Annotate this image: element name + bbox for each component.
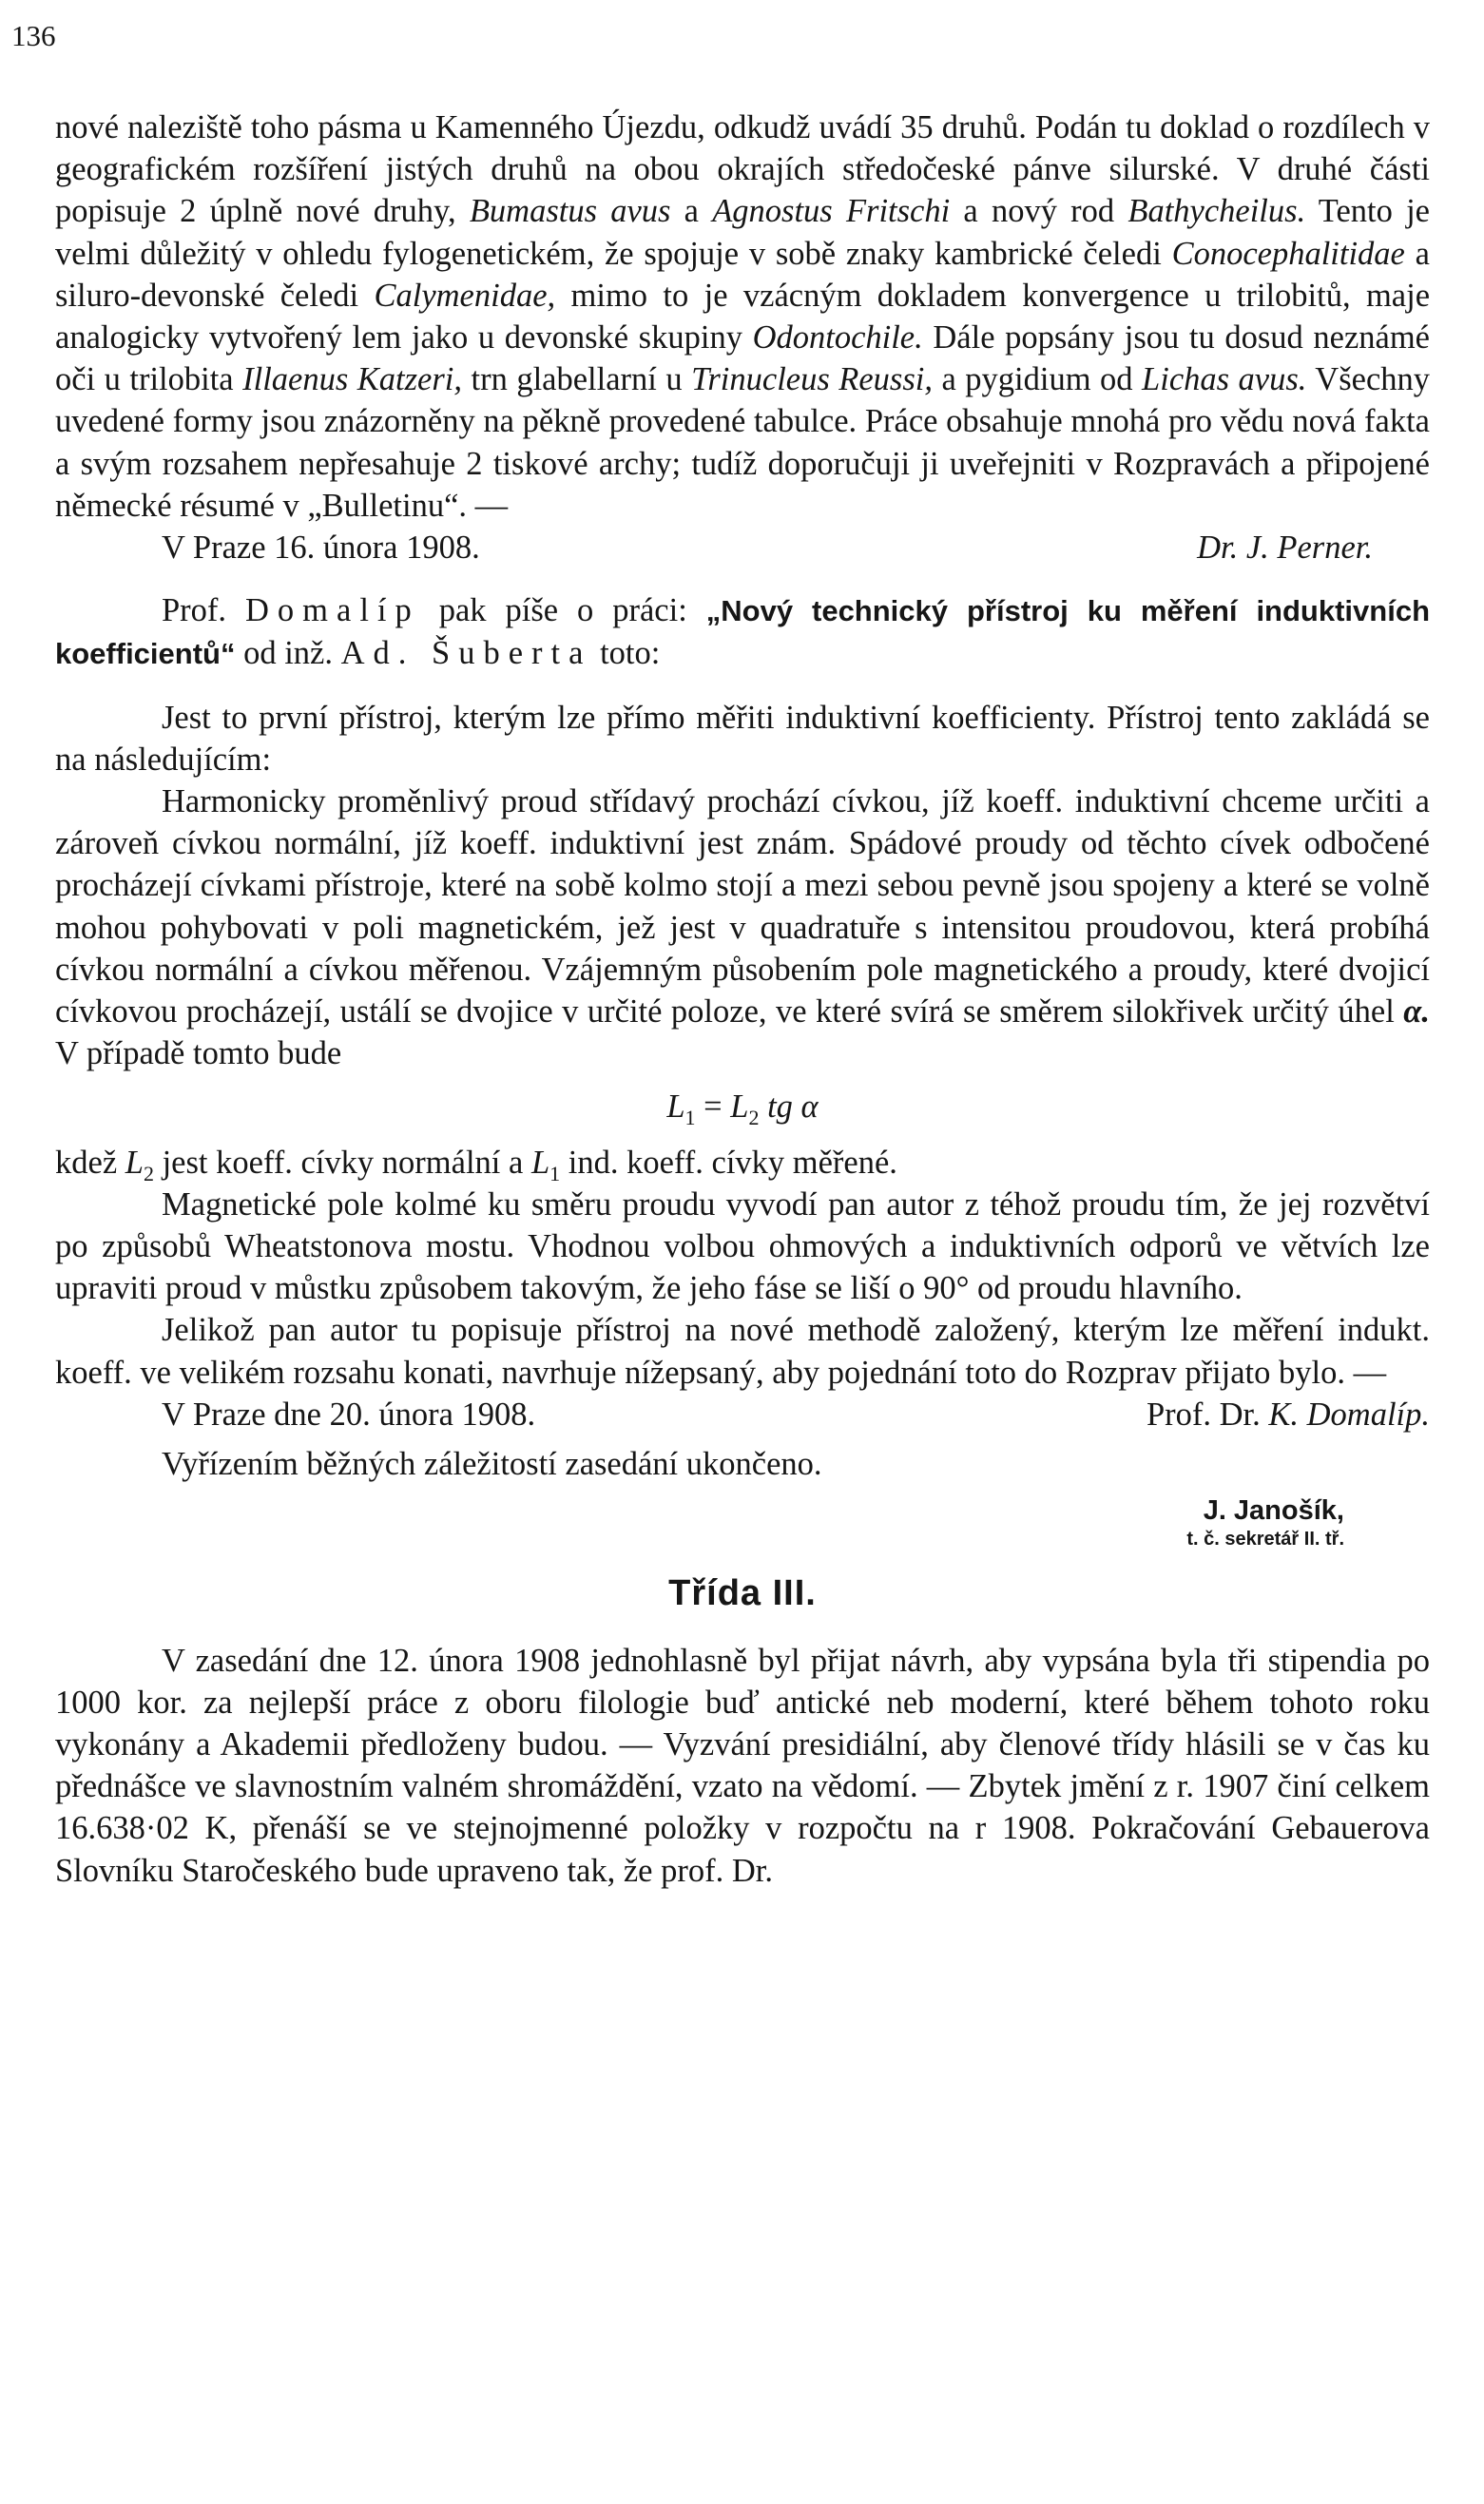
paragraph-magnetic-field: Magnetické pole kolmé ku směru proudu vyvodí pan autor z téhož proudu tím, že jej rozvětví po způsobů Wheatstonova mostu. Vhodnou volbou ohmových a induktivních odporů ve větvích lze upraviti proud v můstku způsobem takovým, že jeho fáse se liší o 90° od proudu hlavního. [55, 1185, 1430, 1307]
formula-equals: = [695, 1088, 731, 1126]
paragraph-recommendation: Jelikož pan autor tu popisuje přístroj na nové methodě založený, kterým lze měření indukt. koeff. ve velikém rozsahu konati, navrhuje nížepsaný, aby pojednání toto do Rozprav přijato bylo. — [55, 1312, 1430, 1391]
paragraph-instrument-first: Jest to první přístroj, kterým lze přímo měřiti induktivní koefficienty. Přístroj tento zakládá se na následujícím: [55, 699, 1430, 778]
text-run: V případě tomto bude [55, 1035, 342, 1072]
text-run: ind. koeff. cívky měřené. [560, 1144, 897, 1181]
formula-var: L [730, 1088, 749, 1126]
text-run: a [670, 193, 713, 230]
paragraph-session-closed: Vyřízením běžných záležitostí zasedání ukončeno. [162, 1446, 822, 1483]
formula-subscript: 2 [143, 1161, 154, 1185]
formula-var: L [530, 1144, 550, 1181]
person-name: Domalíp [245, 592, 420, 629]
text-run: Všechny uvedené formy jsou znázorněny na pěkně provedené tabulce. Práce obsahuje mnohá pro vědu nová fakta a svým rozsahem nepřesahuje 2 tiskové archy; tudíž doporučuji ji uveřejniti v Rozpravách a připojené německé résumé v „Bulletinu“. — [55, 361, 1431, 524]
taxon-name: Bathycheilus. [1127, 193, 1306, 230]
section-heading: Třída III. [668, 1573, 817, 1614]
signer-prefix: Prof. Dr. [1146, 1396, 1269, 1433]
taxon-name: Conocephalitidae [1171, 235, 1405, 272]
work-title: „Nový technický přístroj ku měření induktivních koefficientů“ [55, 594, 1431, 671]
paragraph-where [55, 1142, 1430, 1184]
signature-title: t. č. sekretář II. tř. [1186, 1529, 1344, 1551]
paragraph-class-three: V zasedání dne 12. února 1908 jednohlasně byl přijat návrh, aby vypsána byla tři stipendia po 1000 kor. za nejlepší práce z oboru filologie buď antické neb moderní, které během tohoto roku vykonány a Akademii předloženy budou. — Vyzvání presidiální, aby členové třídy hlásili se v čas ku přednášce ve slavnostním valném shromáždění, vzato na vědomí. — Zbytek jmění z r. 1907 činí celkem 16.638·02 K, přenáší se ve stejnojmenné položky v rozpočtu na r 1908. Pokračování Gebauerova Slovníku Staročeského bude upraveno tak, že prof. Dr. [55, 1642, 1430, 1889]
taxon-name: Agnostus Fritschi [712, 193, 951, 230]
dateline-perner [55, 527, 1430, 568]
person-name: Ad. Šuberta [340, 635, 592, 672]
formula-subscript: 2 [748, 1106, 760, 1130]
text-run: Harmonicky proměnlivý proud střídavý prochází cívkou, jíž koeff. induktivní chceme určiti a zároveň cívkou normální, jíž koeff. induktivní jest znám. Spádové proudy od těchto cívek odbočené procházejí cívkami přístroje, které na sobě kolmo stojí a mezi sebou pevně jsou spojeny a které se volně mohou pohybovati v poli magnetickém, jež jest v quadratuře s intensitou proudovou, která probíhá cívkou normální a cívkou měřenou. Vzájemným působením pole magnetického a proudy, které dvojicí cívkovou procházejí, ustálí se dvojice v určité poloze, ve které svírá se směrem silokřivek určitý úhel [55, 783, 1430, 1030]
angle-symbol: α. [1403, 993, 1430, 1030]
text-run: toto: [591, 635, 661, 672]
page-body [55, 106, 1430, 1892]
dateline-place-date: V Praze 16. února 1908. [162, 530, 480, 567]
formula-tail: tg α [759, 1088, 819, 1126]
taxon-name: Odontochile. [752, 319, 923, 356]
page-number: 136 [11, 19, 56, 52]
signature-janosik [55, 1494, 1430, 1551]
formula [55, 1086, 1430, 1130]
formula-var: L [666, 1088, 685, 1126]
text-run: a nový rod [950, 193, 1128, 230]
paragraph-trilobite-review [55, 106, 1430, 527]
formula-subscript: 1 [684, 1106, 696, 1130]
text-run: mimo to je vzácným dokladem konvergence u trilobitů, maje analogicky vytvořený lem jako u devonské skupiny [55, 277, 1431, 356]
text-run: pak píše o práci: [419, 592, 706, 629]
paragraph-instrument-principle [55, 780, 1430, 1074]
signer-name: K. Domalíp. [1268, 1396, 1430, 1433]
text-run: Dále popsány jsou tu dosud neznámé oči u trilobita [55, 319, 1430, 398]
text-run: a siluro-devonské čeledi [55, 235, 1430, 314]
signer-perner: Dr. J. Perner. [1197, 530, 1373, 567]
text-run: jest koeff. cívky normální a [153, 1144, 531, 1181]
text-run: Tento je velmi důležitý v ohledu fylogenetickém, že spojuje v sobě znaky kambrické čeledi [55, 193, 1430, 272]
paragraph-domalip-intro [55, 589, 1430, 675]
taxon-name: Calymenidae, [374, 277, 556, 314]
text-run: Prof. [162, 592, 246, 629]
taxon-name: Lichas avus. [1142, 361, 1307, 398]
formula-subscript: 1 [549, 1161, 561, 1185]
text-run: a pygidium od [932, 361, 1143, 398]
text-run: nové naleziště toho pásma u Kamenného Újezdu, odkudž uvádí 35 druhů. Podán tu doklad o rozdílech v geografickém rozšíření jistých druhů na obou okrajích středočeské pánve silurské. V druhé části popisuje 2 úplně nové druhy, [55, 109, 1430, 230]
dateline-domalip [55, 1394, 1430, 1435]
text-run: od inž. [235, 635, 341, 672]
signer-domalip [1147, 1394, 1430, 1435]
taxon-name: Bumastus avus [469, 193, 671, 230]
taxon-name: Illaenus Katzeri, [242, 361, 462, 398]
text-run: trn glabellarní u [462, 361, 692, 398]
dateline-place-date: V Praze dne 20. února 1908. [162, 1396, 536, 1433]
text-run: kdež [55, 1144, 125, 1181]
taxon-name: Trinucleus Reussi, [691, 361, 933, 398]
formula-var: L [125, 1144, 144, 1181]
signature-name: J. Janošík, [1203, 1495, 1344, 1527]
